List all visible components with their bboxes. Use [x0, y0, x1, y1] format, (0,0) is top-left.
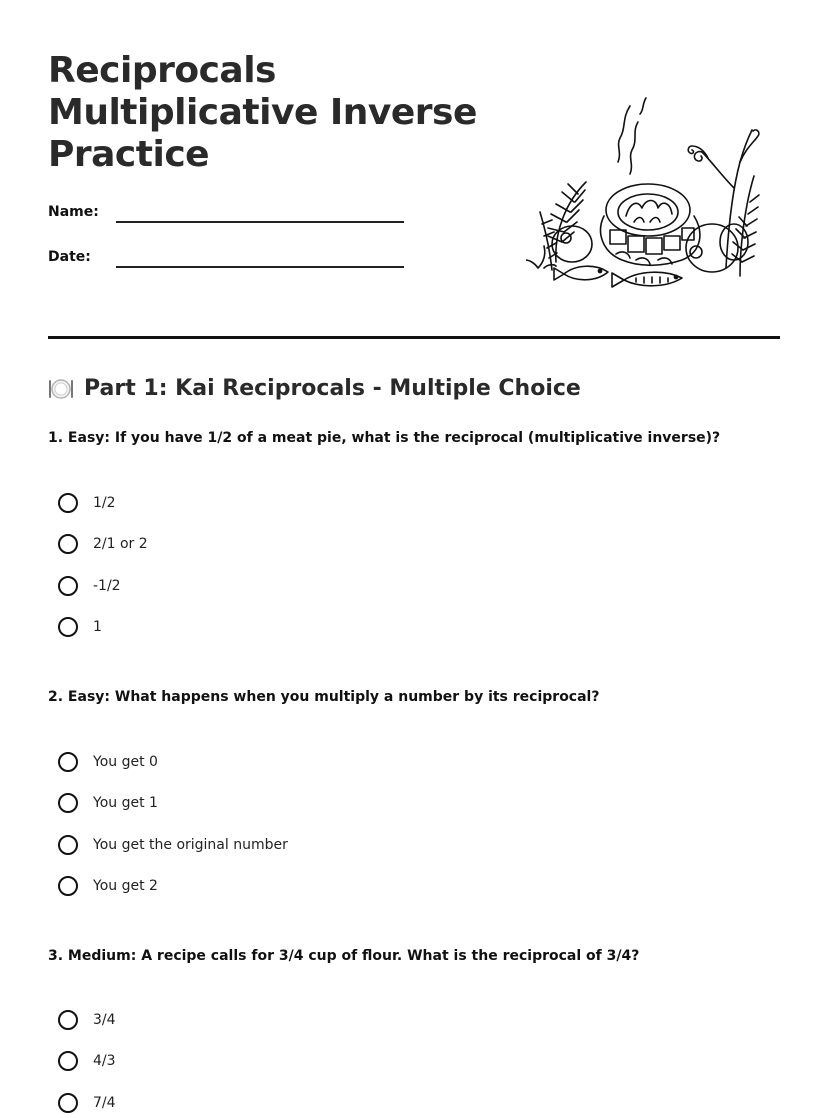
q2-option-1[interactable]	[58, 750, 158, 774]
q3-option-1[interactable]	[58, 1008, 116, 1032]
question-2: 2. Easy: What happens when you multiply a number by its reciprocal?	[48, 689, 600, 705]
date-line[interactable]	[116, 266, 404, 268]
question-1: 1. Easy: If you have 1/2 of a meat pie, what is the reciprocal (multiplicative inverse)?	[48, 430, 721, 446]
section-title	[48, 374, 581, 404]
option-label: You get 2	[93, 878, 158, 894]
date-field[interactable]	[48, 248, 408, 278]
title-line-3: Practice	[48, 134, 210, 175]
name-label: Name:	[48, 204, 99, 220]
q1-option-2[interactable]	[58, 532, 148, 556]
q1-option-1[interactable]	[58, 491, 116, 515]
name-line[interactable]	[116, 221, 404, 223]
radio-button[interactable]	[58, 576, 78, 596]
radio-button[interactable]	[58, 1010, 78, 1030]
option-label: -1/2	[93, 578, 121, 594]
radio-button[interactable]	[58, 876, 78, 896]
radio-button[interactable]	[58, 752, 78, 772]
option-label: You get 1	[93, 795, 158, 811]
q2-option-3[interactable]	[58, 833, 288, 857]
radio-button[interactable]	[58, 835, 78, 855]
option-label: You get 0	[93, 754, 158, 770]
radio-button[interactable]	[58, 1093, 78, 1113]
option-label: 1	[93, 619, 102, 635]
radio-button[interactable]	[58, 617, 78, 637]
q2-option-4[interactable]	[58, 874, 158, 898]
worksheet-title	[48, 50, 477, 176]
option-label: 1/2	[93, 495, 116, 511]
option-label: 3/4	[93, 1012, 116, 1028]
q1-option-3[interactable]	[58, 574, 121, 598]
q3-option-2[interactable]	[58, 1049, 116, 1073]
date-label: Date:	[48, 249, 91, 265]
option-label: 2/1 or 2	[93, 536, 148, 552]
radio-button[interactable]	[58, 793, 78, 813]
question-3: 3. Medium: A recipe calls for 3/4 cup of flour. What is the reciprocal of 3/4?	[48, 948, 640, 964]
hangi-illustration	[526, 92, 762, 304]
option-label: You get the original number	[93, 837, 288, 853]
name-field[interactable]	[48, 203, 408, 233]
title-line-2: Multiplicative Inverse	[48, 92, 477, 133]
plate-cutlery-icon	[48, 376, 74, 402]
option-label: 7/4	[93, 1095, 116, 1111]
q2-option-2[interactable]	[58, 791, 158, 815]
radio-button[interactable]	[58, 493, 78, 513]
q1-option-4[interactable]	[58, 615, 102, 639]
radio-button[interactable]	[58, 534, 78, 554]
section-title-text: Part 1: Kai Reciprocals - Multiple Choice	[84, 376, 581, 401]
title-line-1: Reciprocals	[48, 50, 276, 91]
header-divider	[48, 336, 780, 339]
q3-option-3[interactable]	[58, 1091, 116, 1115]
option-label: 4/3	[93, 1053, 116, 1069]
radio-button[interactable]	[58, 1051, 78, 1071]
